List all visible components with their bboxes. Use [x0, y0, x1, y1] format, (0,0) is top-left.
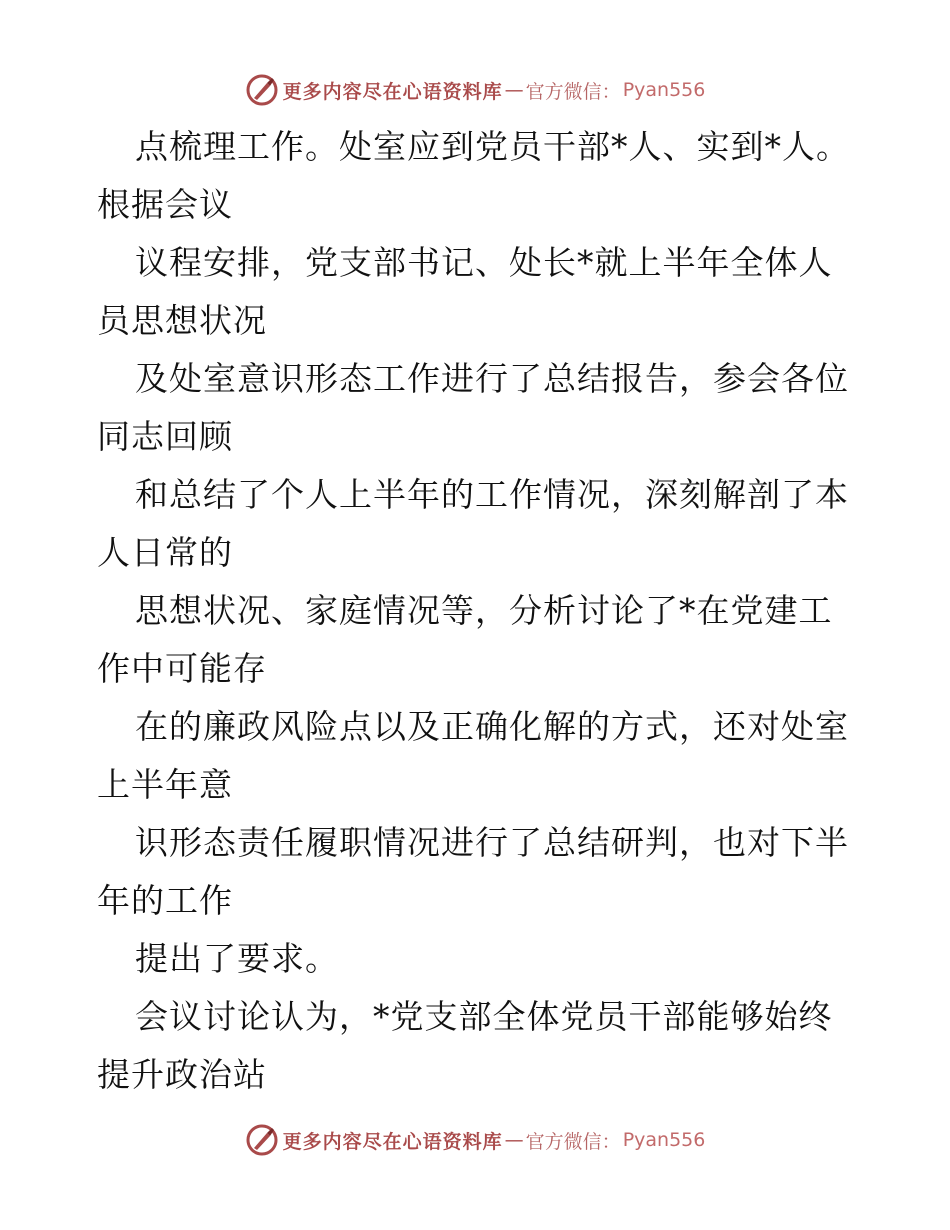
- body-line: 和总结了个人上半年的工作情况，深刻解剖了本: [135, 475, 849, 514]
- body-line: 人日常的: [97, 533, 233, 572]
- body-line: 根据会议: [97, 185, 233, 224]
- body-line: 识形态责任履职情况进行了总结研判，也对下半: [135, 823, 849, 862]
- watermark-separator: —: [504, 1129, 524, 1151]
- body-line: 提出了要求。: [135, 939, 339, 978]
- body-line: 在的廉政风险点以及正确化解的方式，还对处室: [135, 707, 849, 746]
- watermark-wechat-id: Pyan556: [622, 1129, 706, 1151]
- body-line: 思想状况、家庭情况等，分析讨论了*在党建工: [135, 591, 833, 630]
- body-line: 会议讨论认为，*党支部全体党员干部能够始终: [135, 997, 833, 1036]
- watermark-main-text: 更多内容尽在心语资料库: [282, 1130, 503, 1153]
- watermark-wechat-label: 官方微信：: [525, 80, 621, 103]
- body-line: 同志回顾: [97, 417, 233, 456]
- quill-pen-circle-icon: [245, 73, 279, 107]
- document-body: [97, 118, 857, 1104]
- watermark-separator: —: [504, 79, 524, 101]
- watermark-wechat-id: Pyan556: [622, 79, 706, 101]
- body-line: 提升政治站: [97, 1055, 267, 1094]
- footer-watermark: [0, 1120, 950, 1160]
- watermark-wechat-label: 官方微信：: [525, 1130, 621, 1153]
- body-line: 作中可能存: [97, 649, 267, 688]
- body-line: 议程安排，党支部书记、处长*就上半年全体人: [135, 243, 833, 282]
- body-line: 点梳理工作。处室应到党员干部*人、实到*人。: [135, 127, 850, 166]
- quill-pen-circle-icon: [245, 1123, 279, 1157]
- body-line: 上半年意: [97, 765, 233, 804]
- header-watermark: [0, 70, 950, 110]
- body-line: 年的工作: [97, 881, 233, 920]
- body-line: 及处室意识形态工作进行了总结报告，参会各位: [135, 359, 849, 398]
- body-line: 员思想状况: [97, 301, 267, 340]
- watermark-main-text: 更多内容尽在心语资料库: [282, 80, 503, 103]
